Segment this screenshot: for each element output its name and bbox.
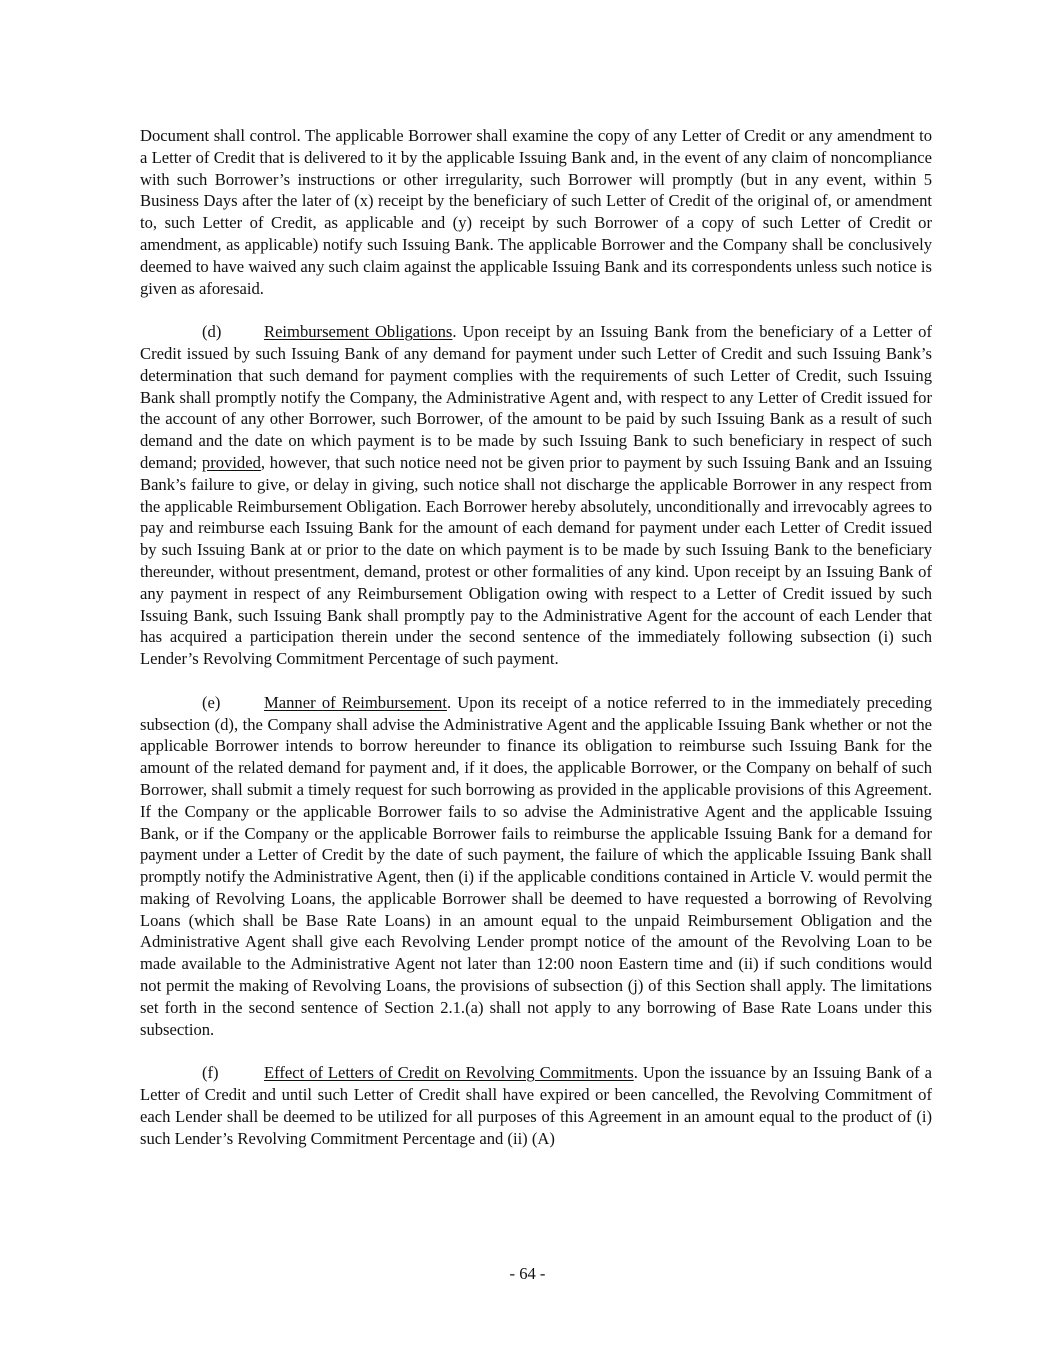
page-number: - 64 - <box>509 1264 546 1283</box>
paragraph-f-heading: Effect of Letters of Credit on Revolving Commitments <box>264 1063 634 1083</box>
paragraph-f-marker: (f) <box>202 1063 219 1083</box>
paragraph-d-text-2: , however, that such notice need not be given prior to payment by such Issuing Bank and an Issuing Bank’s failure to give, or delay in giving, such notice shall not discharge the applicable Borrower in any respect from the applicable Reimbursement Obligation. Each Borrower hereby absolutely, unconditionally and irrevocably agrees to pay and reimburse each Issuing Bank for the amount of each demand for payment under each Letter of Credit issued by such Issuing Bank at or prior to the date on which payment is to be made by such Issuing Bank to the beneficiary thereunder, without presentment, demand, protest or other formalities of any kind. Upon receipt by an Issuing Bank of any payment in respect of any Reimbursement Obligation owing with respect to a Letter of Credit issued by such Issuing Bank, such Issuing Bank shall promptly pay to the Administrative Agent for the account of each Lender that has acquired a participation therein under the second sentence of the immediately following subsection (i) such Lender’s Revolving Commitment Percentage of such payment. <box>140 452 932 669</box>
paragraph-c-continuation <box>140 125 932 299</box>
paragraph-d-heading: Reimbursement Obligations <box>264 322 453 342</box>
paragraph-e-heading: Manner of Reimbursement <box>264 692 447 712</box>
paragraph-d-text-1: . Upon receipt by an Issuing Bank from the beneficiary of a Letter of Credit issued by such Issuing Bank of any demand for payment under such Letter of Credit and such Issuing Bank’s determination that such demand for payment complies with the requirements of such Letter of Credit, such Issuing Bank shall promptly notify the Company, the Administrative Agent and, with respect to any Letter of Credit issued for the account of any other Borrower, such Borrower, of the amount to be paid by such Issuing Bank as a result of such demand and the date on which payment is to be made by such Issuing Bank to such beneficiary in respect of such demand; <box>140 322 932 472</box>
paragraph-e-marker: (e) <box>202 692 221 712</box>
paragraph-d <box>140 321 932 670</box>
paragraph-d-marker: (d) <box>202 322 222 342</box>
document-page <box>140 125 932 1149</box>
provided-term: provided <box>201 452 261 472</box>
paragraph-e-text: . Upon its receipt of a notice referred to in the immediately preceding subsection (d), the Company shall advise the Administrative Agent and the applicable Issuing Bank whether or not the applicable Borrower intends to borrow hereunder to finance its obligation to reimburse such Issuing Bank for the amount of the related demand for payment and, if it does, the applicable Borrower, or the Company on behalf of such Borrower, shall submit a timely request for such borrowing as provided in the applicable provisions of this Agreement. If the Company or the applicable Borrower fails to so advise the Administrative Agent and the applicable Issuing Bank, or if the Company or the applicable Borrower fails to reimburse the applicable Issuing Bank for a demand for payment under a Letter of Credit by the date of such payment, the failure of which the applicable Issuing Bank shall promptly notify the Administrative Agent, then (i) if the applicable conditions contained in Article V. would permit the making of Revolving Loans, the applicable Borrower shall be deemed to have requested a borrowing of Revolving Loans (which shall be Base Rate Loans) in an amount equal to the unpaid Reimbursement Obligation and the Administrative Agent shall give each Revolving Lender prompt notice of the amount of the Revolving Loan to be made available to the Administrative Agent not later than 12:00 noon Eastern time and (ii) if such conditions would not permit the making of Revolving Loans, the provisions of subsection (j) of this Section shall apply. The limitations set forth in the second sentence of Section 2.1.(a) shall not apply to any borrowing of Base Rate Loans under this subsection. <box>140 692 932 1039</box>
paragraph-c-text: Document shall control. The applicable Borrower shall examine the copy of any Letter of Credit or any amendment to a Letter of Credit that is delivered to it by the applicable Issuing Bank and, in the event of any claim of noncompliance with such Borrower’s instructions or other irregularity, such Borrower will promptly (but in any event, within 5 Business Days after the later of (x) receipt by the beneficiary of such Letter of Credit of the original of, or amendment to, such Letter of Credit, as applicable and (y) receipt by such Borrower of a copy of such Letter of Credit or amendment, as applicable) notify such Issuing Bank. The applicable Borrower and the Company shall be conclusively deemed to have waived any such claim against the applicable Issuing Bank and its correspondents unless such notice is given as aforesaid. <box>140 126 932 298</box>
paragraph-f <box>140 1062 932 1149</box>
paragraph-f-text: . Upon the issuance by an Issuing Bank of a Letter of Credit and until such Letter of Credit shall have expired or been cancelled, the Revolving Commitment of each Lender shall be deemed to be utilized for all purposes of this Agreement in an amount equal to the product of (i) such Lender’s Revolving Commitment Percentage and (ii) (A) <box>140 1063 932 1148</box>
paragraph-e <box>140 692 932 1041</box>
